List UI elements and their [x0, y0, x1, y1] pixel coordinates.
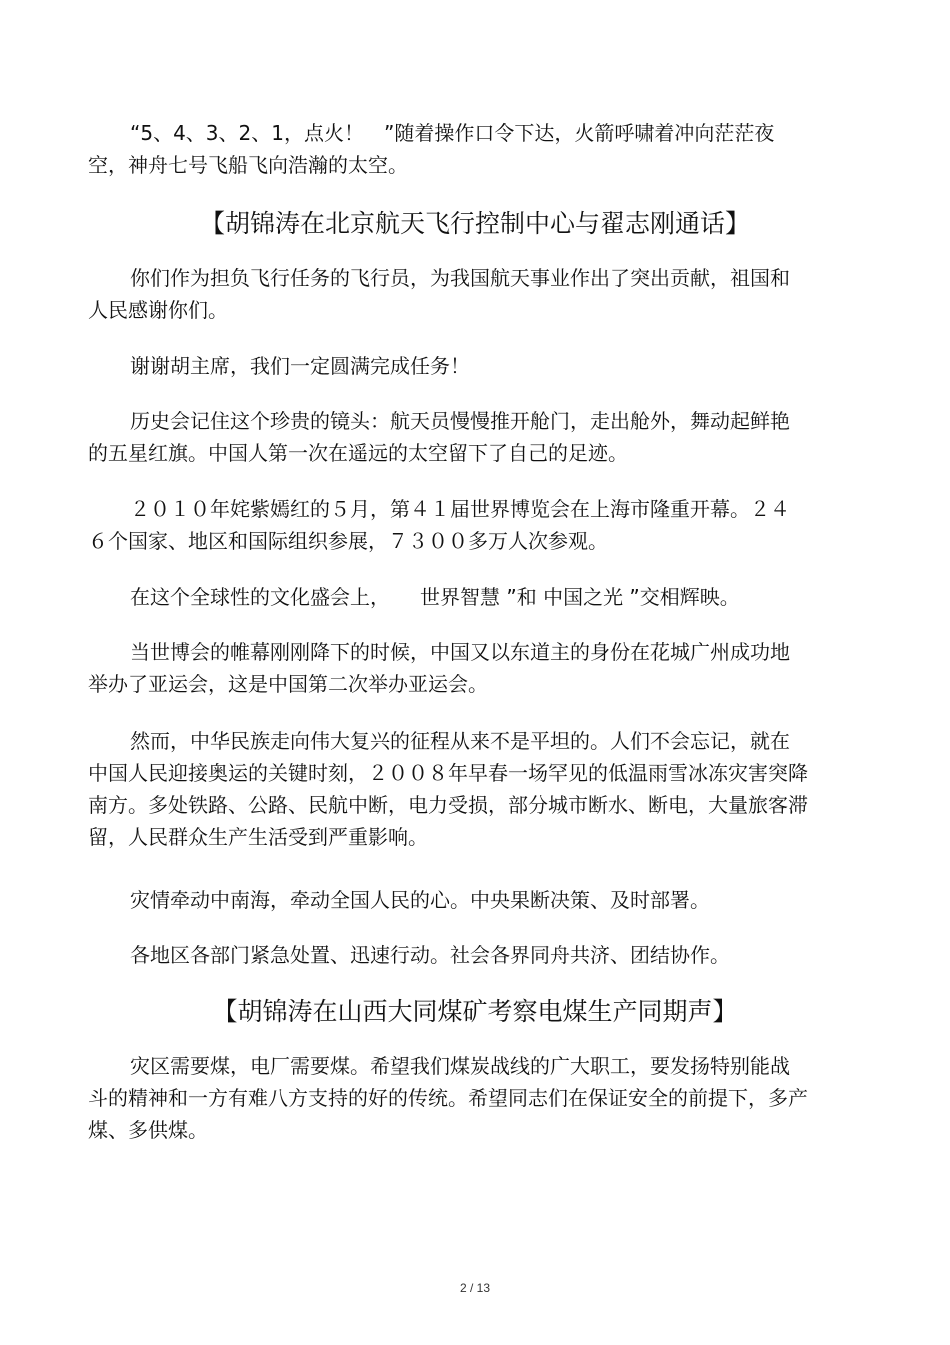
paragraph-reply: 谢谢胡主席，我们一定圆满完成任务！ [130, 354, 470, 378]
paragraph-coal-speech: 灾区需要煤，电厂需要煤。希望我们煤炭战线的广大职工，要发扬特别能战斗的精神和一方有难八方支持的好的传统。希望同志们在保证安全的前提下，多产煤、多供煤。 [88, 1054, 808, 1142]
paragraph-thanks-astronauts: 你们作为担负飞行任务的飞行员，为我国航天事业作出了突出贡献，祖国和人民感谢你们。 [88, 266, 790, 322]
heading-coal-mine: 【胡锦涛在山西大同煤矿考察电煤生产同期声】 [212, 997, 738, 1026]
paragraph-culture: 在这个全球性的文化盛会上， 世界智慧 ”和 中国之光 ”交相辉映。 [130, 585, 740, 609]
paragraph-asian-games: 当世博会的帷幕刚刚降下的时候，中国又以东道主的身份在花城广州成功地举办了亚运会，这是中国第二次举办亚运会。 [88, 640, 790, 696]
paragraph-central-decision: 灾情牵动中南海，牵动全国人民的心。中央果断决策、及时部署。 [130, 888, 710, 912]
paragraph-emergency-action: 各地区各部门紧急处置、迅速行动。社会各界同舟共济、团结协作。 [130, 943, 730, 967]
paragraph-launch: “5、4、3、2、1，点火！ ”随着操作口令下达，火箭呼啸着冲向茫茫夜空，神舟七号飞船飞向浩瀚的太空。 [88, 121, 775, 177]
paragraph-snow-disaster: 然而，中华民族走向伟大复兴的征程从来不是平坦的。人们不会忘记，就在中国人民迎接奥运的关键时刻，２００８年早春一场罕见的低温雨雪冰冻灾害突降南方。多处铁路、公路、民航中断，电力受损，部分城市断水、断电，大量旅客滞留，人民群众生产生活受到严重影响。 [88, 729, 808, 849]
paragraph-spacewalk: 历史会记住这个珍贵的镜头：航天员慢慢推开舱门，走出舱外，舞动起鲜艳的五星红旗。中国人第一次在遥远的太空留下了自己的足迹。 [88, 409, 790, 465]
page-number: 2 / 13 [459, 1281, 491, 1295]
paragraph-expo: ２０１０年姹紫嫣红的５月，第４１届世界博览会在上海市隆重开幕。２４６个国家、地区和国际组织参展，７３００多万人次参观。 [88, 497, 790, 553]
heading-space-call: 【胡锦涛在北京航天飞行控制中心与翟志刚通话】 [199, 209, 750, 238]
